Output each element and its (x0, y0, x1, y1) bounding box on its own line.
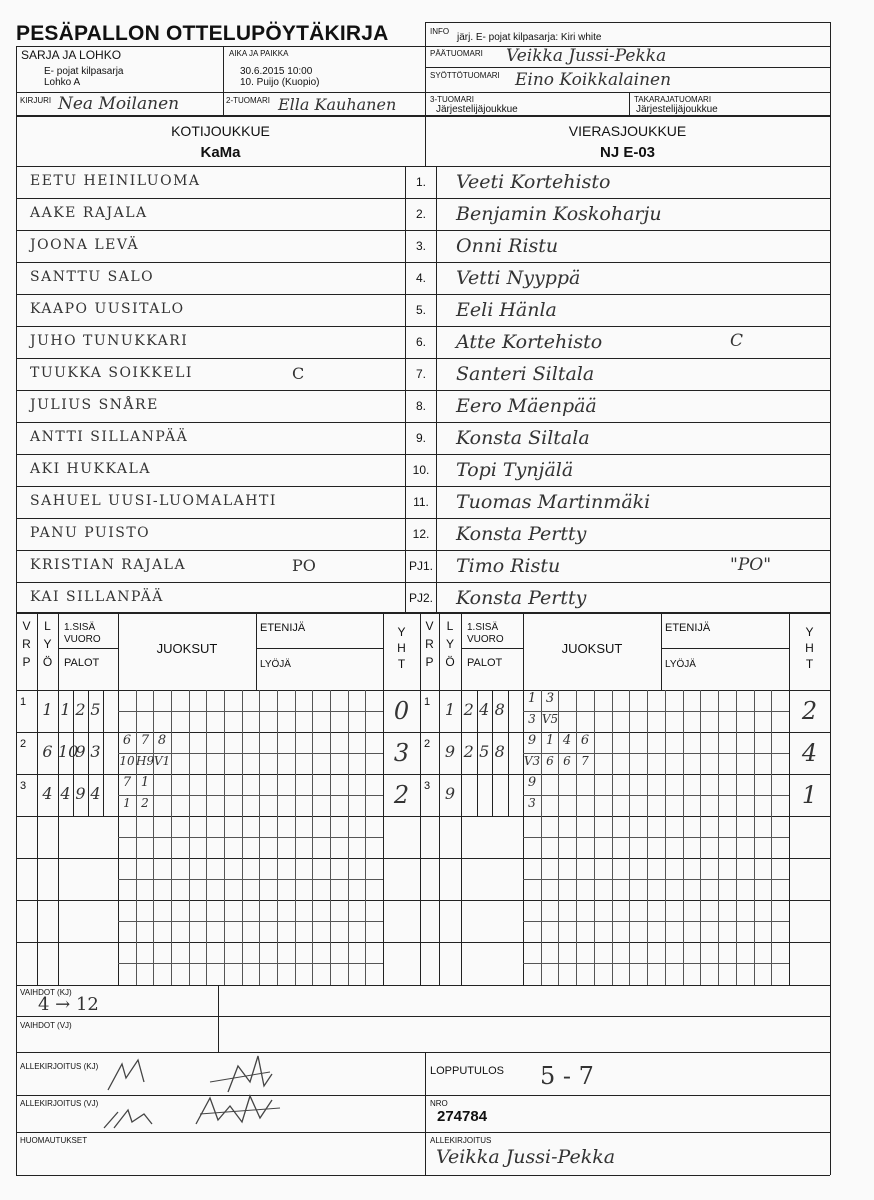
juoksut-batter: V1 (153, 754, 171, 768)
palot-cell: 2 (75, 700, 86, 719)
home-team-label: KOTIJOUKKUE (171, 123, 270, 139)
palot-cell: 8 (494, 700, 505, 719)
home-player-name: JUHO TUNUKKARI (30, 333, 189, 349)
juoksut-batter: 6 (546, 754, 554, 768)
info-label: INFO (430, 27, 450, 36)
juoksut-runner: 7 (140, 733, 150, 748)
juoksut-batter: V3 (523, 754, 541, 768)
palot-cell: 2 (463, 700, 474, 719)
palot-cell: 3 (90, 742, 101, 761)
juoksut-batter: 10 (119, 754, 135, 768)
vaihdot-kj-value: 4 → 12 (38, 994, 99, 1015)
huomautukset-label: HUOMAUTUKSET (20, 1136, 88, 1145)
header-juoksut: JUOKSUT (561, 641, 623, 656)
roster-number: 1. (415, 175, 426, 189)
away-team-name: NJ E-03 (599, 144, 656, 161)
header-etenija: ETENIJÄ (260, 622, 306, 634)
header-y: Y (445, 637, 454, 651)
away-player-name: Onni Ristu (456, 235, 559, 257)
roster-number: 8. (415, 399, 426, 413)
vaihdot-kj-label: VAIHDOT (KJ) (20, 988, 72, 997)
header-l: L (44, 619, 51, 633)
away-player-note: "PO" (730, 555, 772, 575)
roster-number: 10. (412, 463, 430, 477)
inning-total: 0 (393, 697, 410, 725)
away-player-name: Eero Mäenpää (456, 395, 597, 417)
juoksut-runner: 6 (122, 733, 132, 748)
aika-value-1: 30.6.2015 10:00 (240, 66, 313, 77)
syottotuomari-value: Eino Koikkalainen (515, 70, 672, 90)
palot-cell: 4 (60, 784, 71, 803)
juoksut-runner: 1 (527, 691, 537, 706)
header-palot: PALOT (467, 657, 503, 669)
tuomari3-label: 3-TUOMARI (430, 95, 474, 104)
header-lyoja: LYÖJÄ (665, 659, 696, 670)
takarajatuomari-value: Järjestelijäjoukkue (636, 104, 718, 115)
sarja-value-2: Lohko A (44, 77, 81, 88)
away-player-name: Eeli Hänla (456, 299, 557, 321)
header-yht-t: T (805, 657, 814, 671)
palot-cell: 5 (479, 742, 490, 761)
roster-number: 6. (415, 335, 426, 349)
roster-number: 11. (413, 495, 429, 509)
sarja-label: SARJA JA LOHKO (21, 48, 122, 62)
header-l: L (446, 619, 454, 633)
roster-number: 4. (415, 271, 426, 285)
inning-ly: 1 (444, 700, 456, 719)
signature-vj-image (100, 1088, 300, 1132)
home-player-name: JULIUS SNÅRE (30, 397, 159, 413)
home-player-name: ANTTI SILLANPÄÄ (30, 429, 189, 445)
vaihdot-vj-label: VAIHDOT (VJ) (20, 1021, 72, 1030)
header-o: Ö (445, 655, 455, 669)
paatuomari-label: PÄÄTUOMARI (430, 49, 483, 58)
inning-ly: 9 (444, 742, 456, 761)
inning-total: 2 (393, 781, 410, 809)
away-player-name: Konsta Pertty (456, 523, 587, 545)
inning-total: 1 (801, 781, 818, 809)
tuomari2-label: 2-TUOMARI (226, 96, 270, 105)
nro-value: 274784 (437, 1108, 488, 1125)
home-team-name: KaMa (200, 144, 241, 161)
inning-number: 3 (20, 780, 27, 792)
aika-label: AIKA JA PAIKKA (229, 49, 289, 58)
header-lyoja: LYÖJÄ (260, 659, 291, 670)
inning-number: 2 (20, 738, 27, 750)
juoksut-runner: 3 (545, 691, 555, 706)
header-o: Ö (42, 655, 53, 669)
inning-total: 3 (393, 739, 410, 767)
home-player-name: AAKE RAJALA (30, 205, 148, 221)
header-sisa: 1.SISÄ (467, 622, 499, 633)
inning-number: 2 (424, 738, 431, 750)
inning-total: 2 (801, 697, 818, 725)
header-etenija: ETENIJÄ (665, 622, 711, 634)
roster-number: 9. (415, 431, 426, 445)
roster-number: 7. (415, 367, 426, 381)
juoksut-runner: 7 (122, 775, 132, 790)
syottotuomari-label: SYÖTTÖTUOMARI (430, 71, 500, 80)
inning-number: 1 (424, 696, 431, 708)
roster-number: 2. (415, 207, 426, 221)
allekirjoitus-label: ALLEKIRJOITUS (430, 1136, 492, 1145)
header-palot: PALOT (64, 657, 100, 669)
roster-number: 12. (412, 527, 430, 541)
header-v: V (425, 619, 434, 633)
juoksut-batter: 3 (528, 712, 536, 726)
roster-number: 3. (415, 239, 426, 253)
header-yht-y: Y (805, 625, 814, 639)
palot-cell: 5 (90, 700, 101, 719)
form-title: PESÄPALLON OTTELUPÖYTÄKIRJA (16, 22, 389, 45)
away-player-name: Benjamin Koskoharju (456, 203, 662, 225)
lopputulos-label: LOPPUTULOS (430, 1065, 504, 1077)
home-player-name: TUUKKA SOIKKELI (30, 365, 193, 381)
home-player-name: EETU HEINILUOMA (30, 173, 201, 189)
home-player-note: PO (292, 556, 316, 575)
juoksut-runner: 6 (580, 733, 590, 748)
palot-cell: 9 (75, 784, 86, 803)
juoksut-batter: 3 (528, 796, 536, 810)
header-yht-h: H (397, 641, 406, 655)
home-player-name: AKI HUKKALA (30, 461, 151, 477)
header-yht-y: Y (397, 625, 406, 639)
juoksut-runner: 4 (562, 733, 572, 748)
palot-cell: 8 (494, 742, 505, 761)
allekirjoitus-value: Veikka Jussi-Pekka (436, 1146, 616, 1168)
away-player-name: Timo Ristu (456, 555, 561, 577)
juoksut-runner: 9 (527, 775, 537, 790)
header-r: R (22, 637, 31, 651)
sarja-value-1: E- pojat kilpasarja (44, 66, 124, 77)
home-player-name: PANU PUISTO (30, 525, 151, 541)
juoksut-batter: H9 (136, 754, 155, 768)
home-player-name: SAHUEL UUSI-LUOMALAHTI (30, 493, 277, 509)
allekirjoitus-kj-label: ALLEKIRJOITUS (KJ) (20, 1062, 99, 1071)
away-player-name: Tuomas Martinmäki (456, 491, 651, 513)
away-player-name: Santeri Siltala (456, 363, 595, 385)
juoksut-batter: 1 (123, 796, 131, 810)
palot-cell: 9 (75, 742, 86, 761)
roster-number: PJ1. (408, 559, 433, 573)
home-player-note: C (292, 364, 305, 383)
home-player-name: KAI SILLANPÄÄ (30, 589, 164, 605)
nro-label: NRO (430, 1099, 448, 1108)
away-player-name: Veeti Kortehisto (456, 171, 611, 193)
header-yht-h: H (805, 641, 814, 655)
inning-ly: 1 (42, 700, 53, 719)
juoksut-runner: 8 (157, 733, 167, 748)
roster-number: 5. (415, 303, 426, 317)
roster-number: PJ2. (408, 591, 433, 605)
away-player-name: Topi Tynjälä (456, 459, 574, 481)
inning-ly: 4 (42, 784, 53, 803)
inning-number: 1 (20, 696, 27, 708)
header-vuoro: VUORO (64, 634, 101, 645)
home-player-name: KAAPO UUSITALO (30, 301, 185, 317)
header-p: P (425, 655, 434, 669)
away-team-label: VIERASJOUKKUE (568, 123, 687, 139)
juoksut-batter: 6 (563, 754, 571, 768)
juoksut-runner: 9 (527, 733, 537, 748)
away-player-name: Konsta Pertty (456, 587, 587, 609)
inning-total: 4 (801, 739, 818, 767)
juoksut-runner: 1 (140, 775, 150, 790)
away-player-note: C (730, 331, 744, 351)
kirjuri-value: Nea Moilanen (58, 94, 180, 114)
paatuomari-value: Veikka Jussi-Pekka (506, 46, 667, 66)
header-r: R (425, 637, 434, 651)
palot-cell: 1 (60, 700, 71, 719)
header-p: P (22, 655, 31, 669)
away-player-name: Vetti Nyyppä (456, 267, 581, 289)
home-player-name: KRISTIAN RAJALA (30, 557, 187, 573)
palot-cell: 2 (463, 742, 474, 761)
juoksut-runner: 1 (545, 733, 555, 748)
header-juoksut: JUOKSUT (156, 641, 218, 656)
home-player-name: JOONA LEVÄ (30, 237, 140, 253)
header-sisa: 1.SISÄ (64, 622, 96, 633)
juoksut-batter: V5 (541, 712, 559, 726)
away-player-name: Konsta Siltala (456, 427, 590, 449)
juoksut-batter: 7 (581, 754, 589, 768)
home-player-name: SANTTU SALO (30, 269, 155, 285)
header-vuoro: VUORO (467, 634, 504, 645)
away-player-name: Atte Kortehisto (456, 331, 603, 353)
kirjuri-label: KIRJURI (20, 96, 52, 105)
juoksut-batter: 2 (141, 796, 149, 810)
inning-ly: 9 (444, 784, 456, 803)
header-v: V (22, 619, 31, 633)
palot-cell: 10 (58, 742, 79, 761)
palot-cell: 4 (479, 700, 490, 719)
inning-number: 3 (424, 780, 431, 792)
lopputulos-value: 5 - 7 (540, 1062, 594, 1090)
aika-value-2: 10. Puijo (Kuopio) (240, 77, 320, 88)
header-y: Y (43, 637, 52, 651)
inning-ly: 6 (42, 742, 53, 761)
info-value: järj. E- pojat kilpasarja: Kiri white (457, 32, 602, 43)
allekirjoitus-vj-label: ALLEKIRJOITUS (VJ) (20, 1099, 99, 1108)
tuomari2-value: Ella Kauhanen (278, 95, 397, 114)
palot-cell: 4 (90, 784, 101, 803)
takarajatuomari-label: TAKARAJATUOMARI (634, 95, 712, 104)
header-yht-t: T (397, 657, 406, 671)
tuomari3-value: Järjestelijäjoukkue (436, 104, 518, 115)
